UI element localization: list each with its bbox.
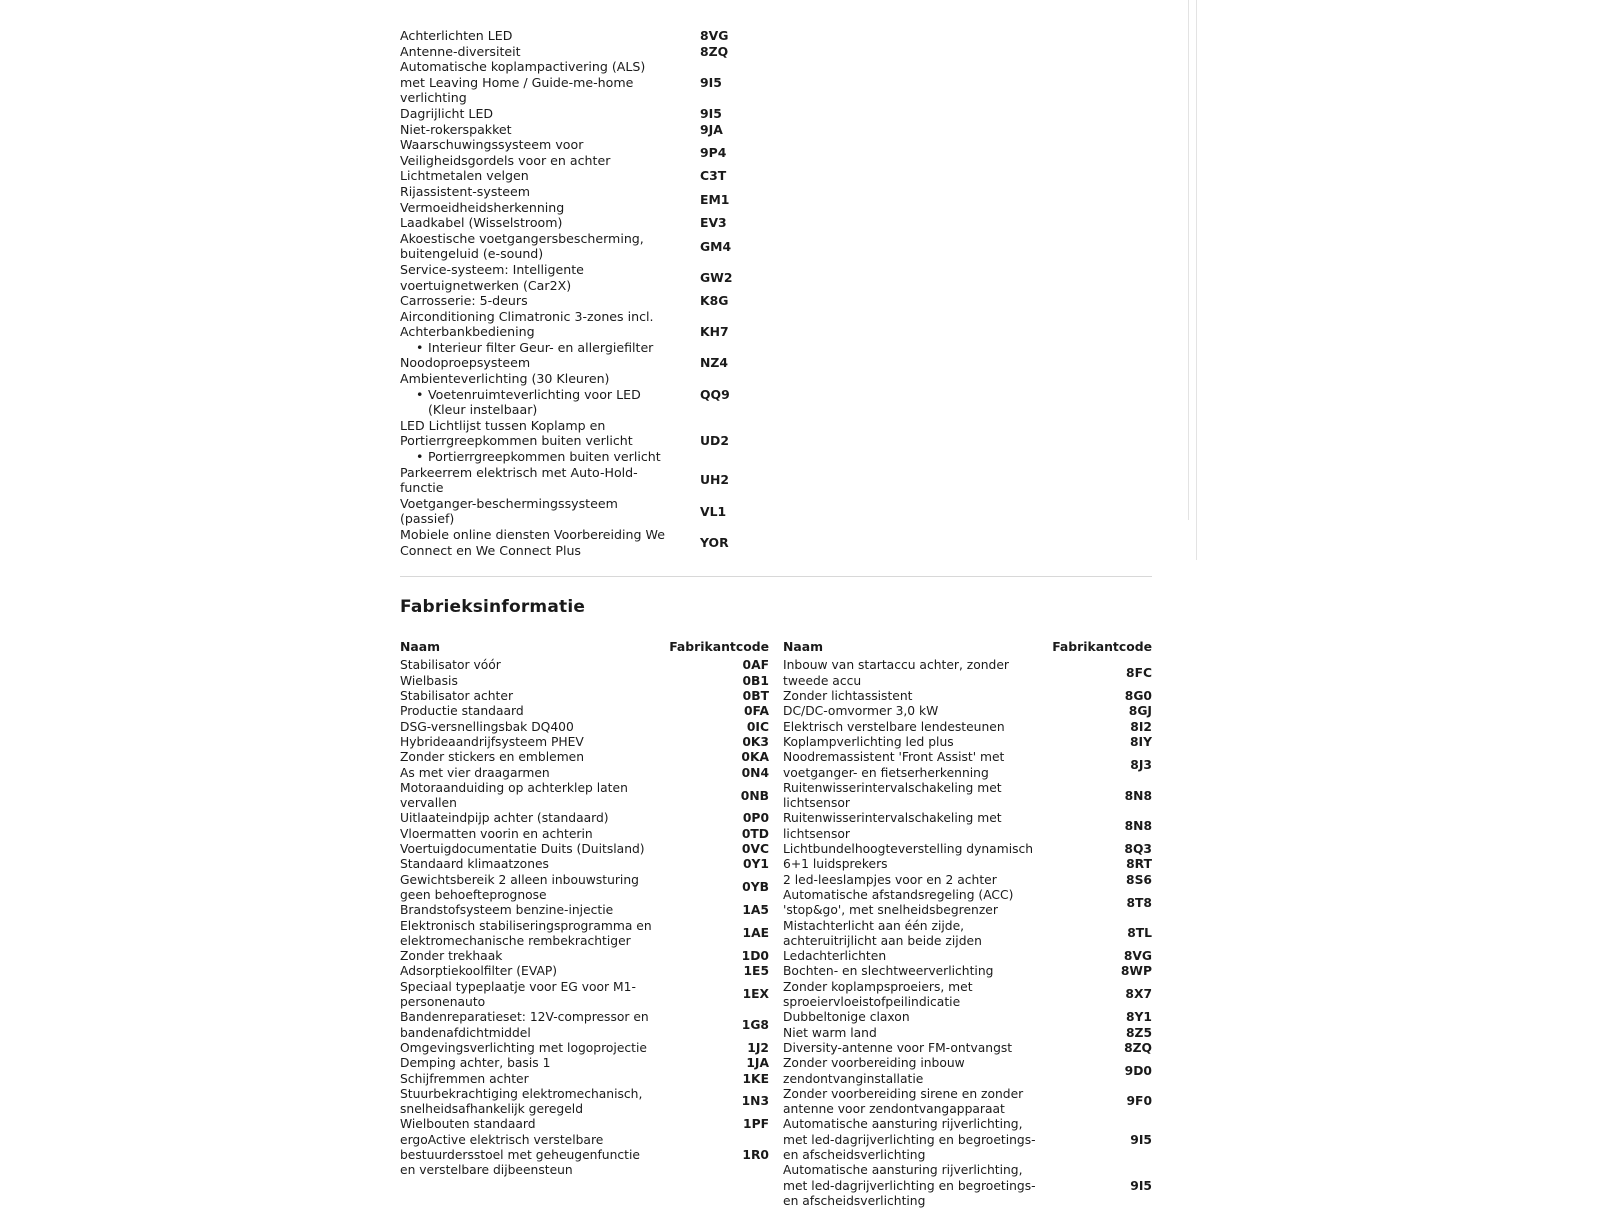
row-name: Stabilisator vóór — [400, 658, 501, 673]
row-code: 1EX — [742, 987, 769, 1002]
table-row — [400, 949, 769, 964]
row-name: Koplampverlichting led plus — [783, 734, 954, 749]
equipment-name — [400, 168, 678, 184]
table-row — [400, 857, 769, 872]
equipment-name-text: Airconditioning Climatronic 3-zones incl. Achterbankbediening — [400, 308, 654, 340]
row-name: 6+1 luidsprekers — [783, 857, 888, 872]
row-code: 1E5 — [743, 964, 769, 979]
row-name: Dubbeltonige claxon — [783, 1010, 910, 1025]
row-code: 1A5 — [742, 903, 769, 918]
row-name: Omgevingsverlichting met logoprojectie — [400, 1040, 647, 1055]
table-row — [400, 842, 769, 857]
equipment-row — [400, 418, 770, 465]
row-name: Hybrideaandrijfsysteem PHEV — [400, 734, 584, 749]
equipment-row — [400, 465, 770, 496]
row-name: Bandenreparatieset: 12V-compressor en bandenafdichtmiddel — [400, 1010, 649, 1040]
row-name: Inbouw van startaccu achter, zonder tweede accu — [783, 658, 1009, 688]
equipment-row — [400, 262, 770, 293]
equipment-name-text: Niet-rokerspakket — [400, 121, 512, 137]
row-code: 0N4 — [741, 765, 769, 780]
equipment-code: 9P4 — [700, 144, 727, 160]
equipment-row — [400, 122, 770, 138]
row-code: 0KA — [741, 750, 769, 765]
equipment-name-text: Service-systeem: Intelligente voertuignetwerken (Car2X) — [400, 261, 584, 293]
equipment-name — [400, 496, 678, 527]
equipment-row — [400, 168, 770, 184]
row-name: Stabilisator achter — [400, 689, 514, 704]
row-name: Ruitenwisserintervalschakeling met lichtsensor — [783, 780, 1002, 811]
equipment-name — [400, 59, 678, 106]
equipment-sub-list — [400, 449, 670, 465]
section-divider — [400, 576, 1152, 577]
row-code: 8RT — [1126, 857, 1152, 872]
table-row — [400, 766, 769, 781]
equipment-name-text: Antenne-diversiteit — [400, 43, 521, 59]
equipment-row — [400, 215, 770, 231]
equipment-name — [400, 122, 678, 138]
table-row — [783, 720, 1152, 735]
manufacturer-info-table — [400, 639, 1152, 1209]
table-row — [783, 750, 1152, 781]
row-code: 8VG — [1123, 949, 1152, 964]
table-row — [783, 949, 1152, 964]
row-code: 1G8 — [741, 1017, 769, 1032]
row-name: Gewichtsbereik 2 alleen inbouwsturing geen behoefteprognose — [400, 872, 639, 902]
table-row — [783, 842, 1152, 857]
table-row — [783, 1056, 1152, 1087]
row-code: 1R0 — [742, 1147, 769, 1162]
row-code: 1J2 — [747, 1040, 769, 1055]
table-row — [783, 811, 1152, 842]
row-code: 0P0 — [742, 811, 769, 826]
row-code: 8J3 — [1130, 757, 1152, 772]
column-header-left — [400, 639, 769, 654]
row-name: ergoActive elektrisch verstelbare bestuurdersstoel met geheugenfunctie en verstelbare dijbeensteun — [400, 1132, 640, 1178]
equipment-row — [400, 293, 770, 309]
row-code: 8IY — [1129, 734, 1152, 749]
row-code: 0TD — [741, 826, 769, 841]
equipment-name-text: Dagrijlicht LED — [400, 105, 494, 121]
row-code: 1D0 — [741, 949, 769, 964]
header-code: Fabrikantcode — [669, 639, 769, 655]
row-code: 0YB — [742, 880, 769, 895]
equipment-name-text: Automatische koplampactivering (ALS) met Leaving Home / Guide-me-home verlichting — [400, 59, 646, 106]
equipment-name — [400, 184, 678, 215]
row-code: 1AE — [742, 926, 769, 941]
equipment-name — [400, 262, 678, 293]
table-row — [783, 980, 1152, 1011]
row-code: 0NB — [740, 788, 769, 803]
row-code: 9I5 — [1130, 1132, 1152, 1147]
row-name: Zonder koplampsproeiers, met sproeiervloeistofpeilindicatie — [783, 979, 973, 1010]
page-edge-rule — [1188, 0, 1189, 520]
header-name: Naam — [783, 639, 824, 655]
row-name: Zonder voorbereiding sirene en zonder antenne voor zendontvangapparaat — [783, 1086, 1024, 1117]
row-name: Uitlaateindpijp achter (standaard) — [400, 811, 609, 826]
row-code: 9F0 — [1126, 1094, 1152, 1109]
row-name: Zonder voorbereiding inbouw zendontvanginstallatie — [783, 1056, 965, 1086]
equipment-row — [400, 137, 770, 168]
row-code: 9I5 — [1130, 1178, 1152, 1193]
table-row — [783, 1117, 1152, 1163]
equipment-name-text: LED Lichtlijst tussen Koplamp en Portierrgreepkommen buiten verlicht — [400, 417, 633, 449]
manufacturer-column-right — [783, 639, 1152, 1209]
equipment-code: GM4 — [700, 238, 732, 254]
table-row — [400, 1056, 769, 1071]
equipment-code: 9I5 — [700, 74, 722, 90]
equipment-name — [400, 215, 678, 231]
table-row — [400, 781, 769, 812]
table-row — [400, 873, 769, 904]
equipment-sub-list — [400, 387, 670, 418]
row-name: Vloermatten voorin en achterin — [400, 826, 593, 841]
row-name: Wielbouten standaard — [400, 1117, 536, 1132]
row-code: 8N8 — [1124, 788, 1152, 803]
table-row — [400, 1072, 769, 1087]
table-row — [400, 903, 769, 918]
row-code: 1N3 — [741, 1094, 769, 1109]
table-row — [783, 857, 1152, 872]
equipment-code: GW2 — [700, 269, 733, 285]
row-name: Demping achter, basis 1 — [400, 1056, 551, 1071]
row-name: As met vier draagarmen — [400, 765, 550, 780]
manufacturer-column-left — [400, 639, 769, 1209]
equipment-code: EV3 — [700, 215, 727, 231]
row-name: Ledachterlichten — [783, 949, 887, 964]
table-row — [400, 919, 769, 950]
row-code: 0BT — [742, 689, 769, 704]
equipment-name-text: Ambienteverlichting (30 Kleuren) — [400, 371, 610, 387]
table-row — [400, 811, 769, 826]
table-row — [400, 735, 769, 750]
row-code: 0IC — [746, 719, 769, 734]
row-name: Automatische aansturing rijverlichting, met led-dagrijverlichting en begroetings- en afscheidsverlichting — [783, 1117, 1036, 1162]
equipment-name — [400, 293, 678, 309]
equipment-row — [400, 28, 770, 44]
equipment-row — [400, 59, 770, 106]
equipment-sub-item: • Portierrgreepkommen buiten verlicht — [416, 449, 670, 465]
table-row — [400, 750, 769, 765]
table-row — [400, 720, 769, 735]
equipment-code: YOR — [700, 534, 729, 550]
equipment-name-text: Voetganger-beschermingssysteem (passief) — [400, 495, 618, 527]
row-name: 2 led-leeslampjes voor en 2 achter — [783, 872, 997, 887]
row-name: Automatische aansturing rijverlichting, met led-dagrijverlichting en begroetings- en afscheidsverlichting — [783, 1163, 1036, 1208]
row-name: Bochten- en slechtweerverlichting — [783, 964, 994, 979]
equipment-code: 9I5 — [700, 105, 722, 121]
equipment-code: 9JA — [700, 121, 723, 137]
table-row — [783, 919, 1152, 950]
equipment-code: VL1 — [700, 503, 727, 519]
equipment-row — [400, 106, 770, 122]
table-row — [783, 1087, 1152, 1118]
row-code: 8FC — [1126, 666, 1152, 681]
row-code: 8N8 — [1124, 819, 1152, 834]
equipment-code: K8G — [700, 293, 729, 309]
equipment-name-text: Carrosserie: 5-deurs — [400, 293, 528, 309]
equipment-name — [400, 465, 678, 496]
table-row — [783, 873, 1152, 888]
equipment-name — [400, 527, 678, 558]
table-row — [400, 674, 769, 689]
equipment-row — [400, 355, 770, 371]
row-code: 0AF — [742, 658, 769, 673]
table-row — [783, 1163, 1152, 1209]
equipment-name-text: Laadkabel (Wisselstroom) — [400, 215, 563, 231]
row-name: Adsorptiekoolfilter (EVAP) — [400, 964, 558, 979]
table-row — [400, 980, 769, 1011]
equipment-name — [400, 137, 678, 168]
table-row — [783, 1026, 1152, 1041]
row-name: Zonder trekhaak — [400, 949, 503, 964]
page-edge-rule-secondary — [1196, 0, 1197, 560]
equipment-code: 8ZQ — [700, 43, 729, 59]
equipment-name — [400, 106, 678, 122]
table-row — [400, 827, 769, 842]
row-code: 0Y1 — [742, 857, 769, 872]
row-code: 0VC — [741, 842, 769, 857]
equipment-row — [400, 44, 770, 60]
equipment-name-text: Waarschuwingssysteem voor Veiligheidsgordels voor en achter — [400, 137, 611, 168]
row-name: DC/DC-omvormer 3,0 kW — [783, 704, 939, 719]
row-code: 1PF — [743, 1117, 769, 1132]
table-row — [400, 1010, 769, 1041]
row-name: Lichtbundelhoogteverstelling dynamisch — [783, 842, 1034, 857]
equipment-row — [400, 496, 770, 527]
row-code: 8I2 — [1130, 719, 1152, 734]
table-row — [400, 1087, 769, 1118]
row-code: 8S6 — [1126, 872, 1152, 887]
row-code: 8G0 — [1124, 689, 1152, 704]
equipment-code: 8VG — [700, 28, 729, 43]
equipment-code: UH2 — [700, 472, 730, 488]
equipment-name — [400, 418, 678, 465]
row-name: Wielbasis — [400, 673, 458, 688]
row-name: Mistachterlicht aan één zijde, achteruitrijlicht aan beide zijden — [783, 918, 982, 948]
equipment-name-text: Parkeerrem elektrisch met Auto-Hold-functie — [400, 464, 638, 496]
equipment-code: NZ4 — [700, 355, 728, 371]
table-row — [400, 964, 769, 979]
row-name: Productie standaard — [400, 704, 524, 719]
row-code: 8Q3 — [1124, 842, 1152, 857]
equipment-sub-list — [400, 340, 670, 356]
row-name: Speciaal typeplaatje voor EG voor M1-personenauto — [400, 979, 636, 1010]
row-code: 8ZQ — [1124, 1040, 1152, 1055]
row-code: 1KE — [742, 1071, 769, 1086]
table-row — [400, 704, 769, 719]
row-code: 8Y1 — [1125, 1010, 1152, 1025]
table-row — [400, 689, 769, 704]
table-row — [783, 1041, 1152, 1056]
table-row — [783, 689, 1152, 704]
equipment-name-text: Achterlichten LED — [400, 28, 513, 43]
row-code: 0K3 — [742, 734, 769, 749]
row-code: 8T8 — [1126, 895, 1152, 910]
equipment-code: EM1 — [700, 191, 730, 207]
equipment-row — [400, 527, 770, 558]
row-name: Diversity-antenne voor FM-ontvangst — [783, 1040, 1013, 1055]
row-code: 9D0 — [1124, 1063, 1152, 1078]
equipment-name — [400, 355, 678, 371]
header-name: Naam — [400, 639, 441, 655]
table-row — [783, 1010, 1152, 1025]
equipment-name-text: Mobiele online diensten Voorbereiding We Connect en We Connect Plus — [400, 527, 665, 558]
equipment-row — [400, 231, 770, 262]
row-code: 8WP — [1120, 964, 1152, 979]
row-name: Automatische afstandsregeling (ACC) 'stop&go', met snelheidsbegrenzer — [783, 887, 1014, 918]
table-row — [400, 1133, 769, 1179]
row-name: Niet warm land — [783, 1025, 877, 1040]
row-code: 8X7 — [1125, 987, 1152, 1002]
table-row — [783, 888, 1152, 919]
table-row — [783, 704, 1152, 719]
row-name: Standaard klimaatzones — [400, 857, 549, 872]
table-row — [783, 781, 1152, 812]
row-name: Voertuigdocumentatie Duits (Duitsland) — [400, 842, 645, 857]
equipment-list — [400, 28, 770, 558]
equipment-name — [400, 44, 678, 60]
row-name: Noodremassistent 'Front Assist' met voetganger- en fietserherkenning — [783, 750, 1005, 780]
row-name: Elektronisch stabiliseringsprogramma en elektromechanische rembekrachtiger — [400, 918, 652, 948]
row-code: 8Z5 — [1125, 1025, 1152, 1040]
row-name: Zonder lichtassistent — [783, 689, 913, 704]
equipment-code: KH7 — [700, 324, 729, 340]
table-row — [783, 964, 1152, 979]
table-row — [783, 658, 1152, 689]
column-header-right — [783, 639, 1152, 654]
equipment-name — [400, 28, 678, 44]
table-row — [400, 1117, 769, 1132]
document-content — [400, 28, 1160, 1209]
equipment-code: C3T — [700, 168, 727, 184]
row-code: 0FA — [743, 704, 769, 719]
row-name: Schijfremmen achter — [400, 1071, 529, 1086]
table-row — [400, 1041, 769, 1056]
table-row — [783, 735, 1152, 750]
row-name: DSG-versnellingsbak DQ400 — [400, 719, 574, 734]
equipment-name-text: Rijassistent-systeem Vermoeidheidsherkenning — [400, 183, 565, 215]
row-name: Stuurbekrachtiging elektromechanisch, snelheidsafhankelijk geregeld — [400, 1086, 643, 1117]
row-name: Brandstofsysteem benzine-injectie — [400, 903, 614, 918]
row-code: 0B1 — [742, 673, 769, 688]
equipment-name-text: Noodoproepsysteem — [400, 355, 531, 371]
equipment-name — [400, 231, 678, 262]
equipment-name — [400, 371, 678, 418]
row-name: Zonder stickers en emblemen — [400, 750, 585, 765]
equipment-sub-item: • Voetenruimteverlichting voor LED (Kleur instelbaar) — [416, 387, 670, 418]
row-code: 1JA — [746, 1056, 769, 1071]
row-code: 8TL — [1127, 926, 1152, 941]
equipment-code: QQ9 — [700, 386, 730, 402]
row-name: Motoraanduiding op achterklep laten vervallen — [400, 780, 628, 811]
equipment-name — [400, 309, 678, 356]
row-name: Elektrisch verstelbare lendesteunen — [783, 719, 1005, 734]
header-code: Fabrikantcode — [1052, 639, 1152, 655]
row-code: 8GJ — [1128, 704, 1152, 719]
equipment-row — [400, 184, 770, 215]
equipment-row — [400, 309, 770, 356]
row-name: Ruitenwisserintervalschakeling met lichtsensor — [783, 811, 1002, 841]
equipment-sub-item: • Interieur filter Geur- en allergiefilter — [416, 340, 670, 356]
equipment-name-text: Akoestische voetgangersbescherming, buitengeluid (e-sound) — [400, 230, 644, 262]
equipment-code: UD2 — [700, 433, 729, 449]
page-title: Fabrieksinformatie — [400, 597, 586, 618]
table-row — [400, 658, 769, 673]
equipment-name-text: Lichtmetalen velgen — [400, 168, 529, 184]
equipment-row — [400, 371, 770, 418]
